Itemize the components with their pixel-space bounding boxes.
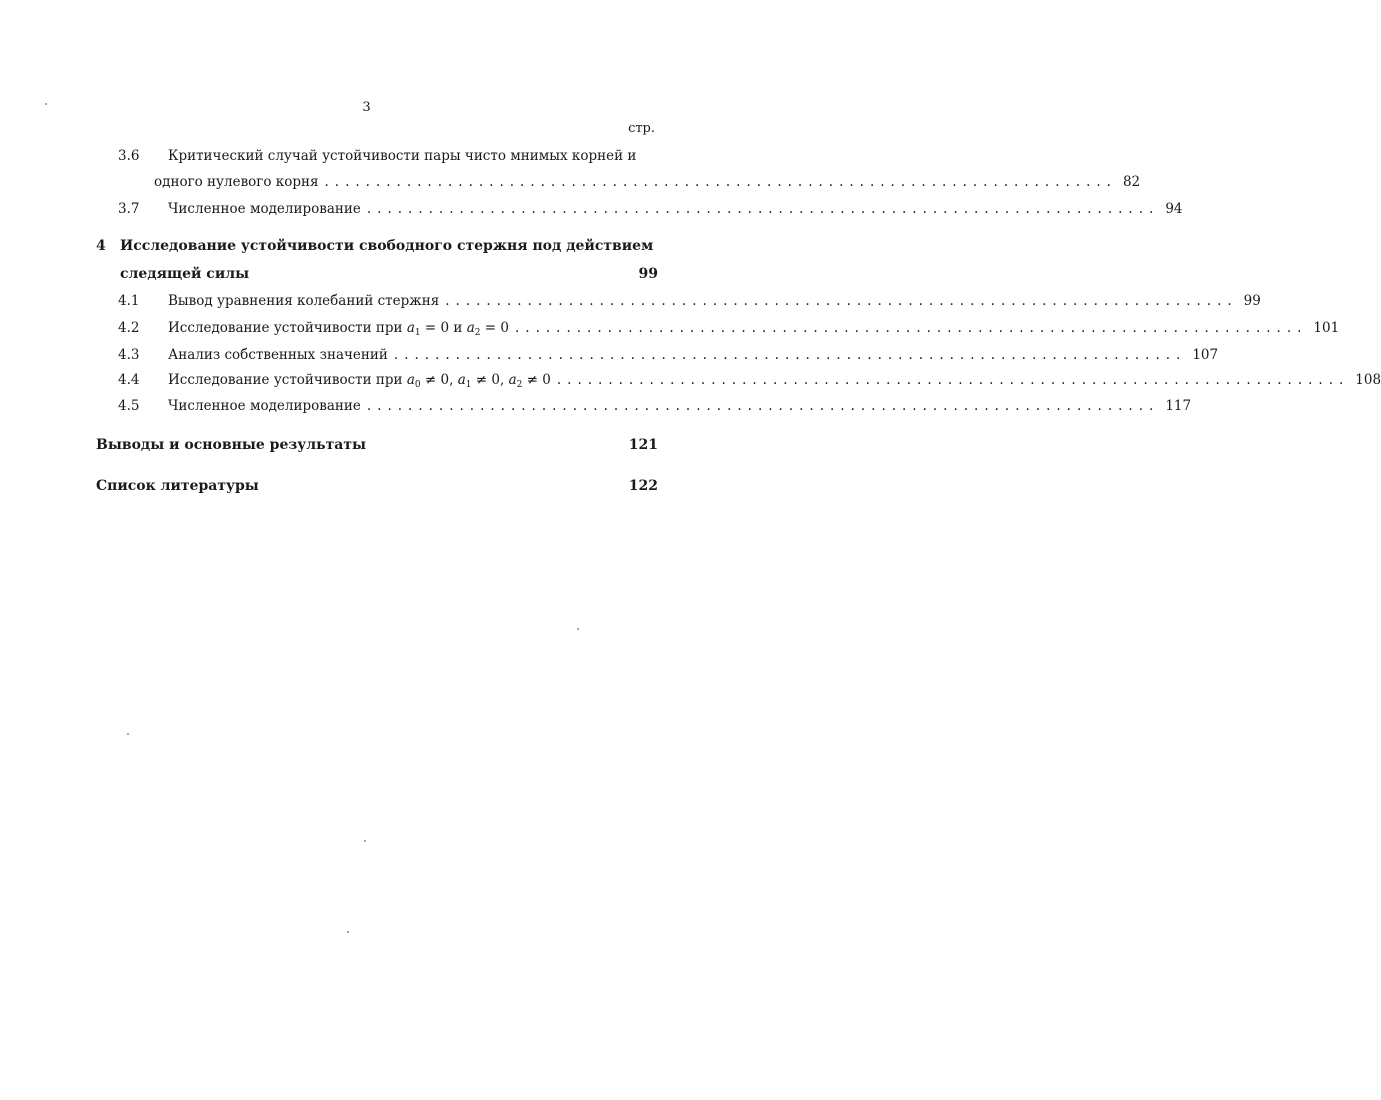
toc-entry-page: 99 xyxy=(1243,293,1261,309)
toc-entry-3-6-cont[interactable] xyxy=(96,174,1141,194)
toc-entry-title: Вывод уравнения колебаний стержня xyxy=(168,293,440,309)
toc-entry-title: Анализ собственных значений xyxy=(168,347,388,363)
toc-references[interactable] xyxy=(96,478,658,498)
toc-entry-3-6[interactable] xyxy=(96,148,658,168)
math-formula: $a_1 = 0$ и $a_2 = 0$ xyxy=(406,320,509,338)
toc-entry-number: 4.1 xyxy=(118,293,140,309)
toc-entry-page: 107 xyxy=(1192,347,1219,363)
toc-entry-title xyxy=(168,372,551,390)
toc-entry-title xyxy=(168,320,509,338)
dot-leader: ............................................................................. xyxy=(556,372,1350,388)
toc-entry-title: Численное моделирование xyxy=(168,398,361,414)
toc-entry-3-7[interactable] xyxy=(96,201,1183,221)
toc-chapter-4-cont[interactable] xyxy=(96,266,658,286)
dot-leader: ............................................................................. xyxy=(514,320,1308,336)
toc-entry-title-cont: одного нулевого корня xyxy=(154,174,319,190)
toc-entry-number: 4.3 xyxy=(118,347,140,363)
toc-entry-number: 4.2 xyxy=(118,320,140,336)
toc-entry-number: 3.6 xyxy=(118,148,140,164)
toc-entry-title-prefix: Исследование устойчивости при xyxy=(168,320,403,336)
chapter-page: 99 xyxy=(638,266,658,282)
toc-entry-page: 101 xyxy=(1313,320,1340,336)
toc-entry-page: 82 xyxy=(1122,174,1141,190)
section-title: Выводы и основные результаты xyxy=(96,437,367,453)
chapter-title: Исследование устойчивости свободного стержня под действием xyxy=(120,238,654,254)
scan-speck xyxy=(364,840,366,842)
scan-speck xyxy=(45,103,47,105)
chapter-title-cont: следящей силы xyxy=(120,266,250,282)
scan-speck xyxy=(127,733,129,735)
toc-entry-4-3[interactable] xyxy=(96,347,1219,367)
toc-entry-4-5[interactable] xyxy=(96,398,1192,418)
toc-entry-number: 3.7 xyxy=(118,201,140,217)
page-column-label: стр. xyxy=(628,121,655,136)
toc-entry-number: 4.4 xyxy=(118,372,140,388)
section-page: 121 xyxy=(628,437,658,453)
dot-leader: ............................................................................. xyxy=(366,201,1160,217)
scan-speck xyxy=(577,628,579,630)
math-formula: $a_0 \ne 0$, $a_1 \ne 0$, $a_2 \ne 0$ xyxy=(406,372,551,390)
toc-chapter-4[interactable] xyxy=(96,238,658,258)
page-number: 3 xyxy=(362,100,371,115)
toc-entry-page: 117 xyxy=(1165,398,1192,414)
toc-entry-page: 94 xyxy=(1165,201,1183,217)
toc-entry-title: Численное моделирование xyxy=(168,201,361,217)
toc-conclusions[interactable] xyxy=(96,437,658,457)
dot-leader: ............................................................................. xyxy=(366,398,1160,414)
toc-entry-4-1[interactable] xyxy=(96,293,1261,313)
section-page: 122 xyxy=(628,478,658,494)
scan-speck xyxy=(347,931,349,933)
toc-entry-4-2[interactable] xyxy=(96,320,1340,340)
toc-entry-title: Критический случай устойчивости пары чисто мнимых корней и xyxy=(168,148,637,164)
toc-entry-page: 108 xyxy=(1355,372,1381,388)
dot-leader: ............................................................................. xyxy=(445,293,1238,309)
dot-leader: ............................................................................. xyxy=(324,174,1117,190)
toc-entry-number: 4.5 xyxy=(118,398,140,414)
dot-leader: ............................................................................. xyxy=(393,347,1187,363)
toc-entry-title-prefix: Исследование устойчивости при xyxy=(168,372,403,388)
section-title: Список литературы xyxy=(96,478,259,494)
toc-entry-4-4[interactable] xyxy=(96,372,1381,392)
chapter-number: 4 xyxy=(96,238,106,254)
